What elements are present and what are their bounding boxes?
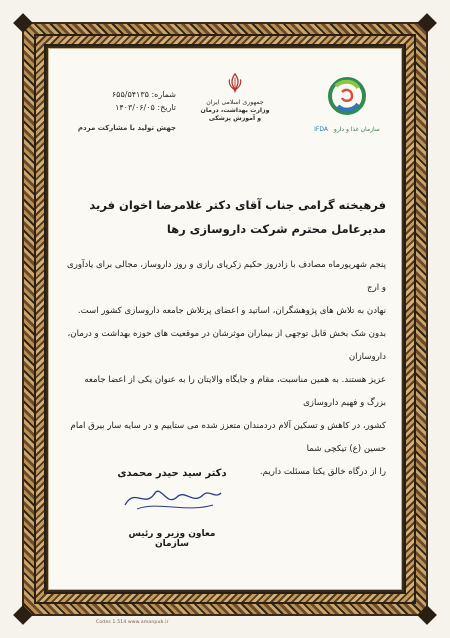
fda-logo-icon	[318, 76, 376, 120]
number-value: ۶۵۵/۵۴۱۳۵	[111, 90, 149, 99]
fda-logo-block	[312, 76, 382, 133]
emblem-line-2: وزارت بهداشت، درمان	[200, 107, 270, 114]
paragraph-line: پنجم شهریورماه مصادف با زادروز حکیم زکریای رازی و روز داروساز، مجالی برای یادآوری و ارج	[66, 260, 386, 293]
signatory-name: دکتر سید حیدر محمدی	[117, 468, 227, 479]
signature-block	[112, 468, 232, 549]
salutation: فرهیخته گرامی جناب آقای دکتر غلامرضا اخوان فرید	[89, 198, 386, 212]
paragraph-line: بدون شک بخش قابل توجهی از بیماران موثرشان در موقعیت های حوزه بهداشت و درمان، داروسازان	[67, 329, 386, 362]
date-value: ۱۴۰۳/۰۶/۰۵	[115, 103, 155, 112]
letter-date	[66, 101, 176, 114]
letter-body	[64, 198, 386, 484]
paragraph-line: نهادن به تلاش های پژوهشگران، اساتید و اعضای پرتلاش جامعه داروسازی کشور است.	[77, 306, 386, 316]
paragraph-line: عزیز هستند. به همین مناسبت، مقام و جایگاه والایتان را به عنوان یکی از اعضا جامعه بزرگ و فهیم داروسازی	[84, 375, 386, 408]
letter-meta	[66, 88, 176, 135]
letter-number	[66, 88, 176, 101]
addressee: مدیرعامل محترم شرکت داروسازی رها	[166, 222, 386, 236]
handwritten-signature-icon	[117, 479, 227, 515]
paragraph-line: کشور، در کاهش و تسکین آلام دردمندان متعزز شده می ستاییم و در سایه سار بیرق امام حسین (ع) تیکچی شما	[70, 421, 386, 454]
paragraph-line: را از درگاه خالق یکتا مسئلت داریم.	[259, 467, 386, 477]
signatory-title: معاون وزیر و رئیس سازمان	[128, 529, 216, 549]
date-label: تاریخ:	[157, 103, 176, 112]
ministry-emblem-block	[190, 72, 280, 123]
fda-logo-text	[312, 126, 382, 133]
slogan: جهش تولید با مشارکت مردم	[77, 124, 176, 132]
emblem-line-1: جمهوری اسلامی ایران	[206, 99, 264, 106]
emblem-line-3: و آموزش پزشکی	[208, 115, 262, 122]
number-label: شماره:	[151, 90, 176, 99]
footer-code: Codes 1.514 www.amanpub.ir	[96, 620, 169, 625]
iran-emblem-icon	[224, 72, 246, 94]
fda-name: سازمان غذا و دارو	[333, 126, 380, 133]
fda-abbr: IFDA	[314, 126, 328, 133]
